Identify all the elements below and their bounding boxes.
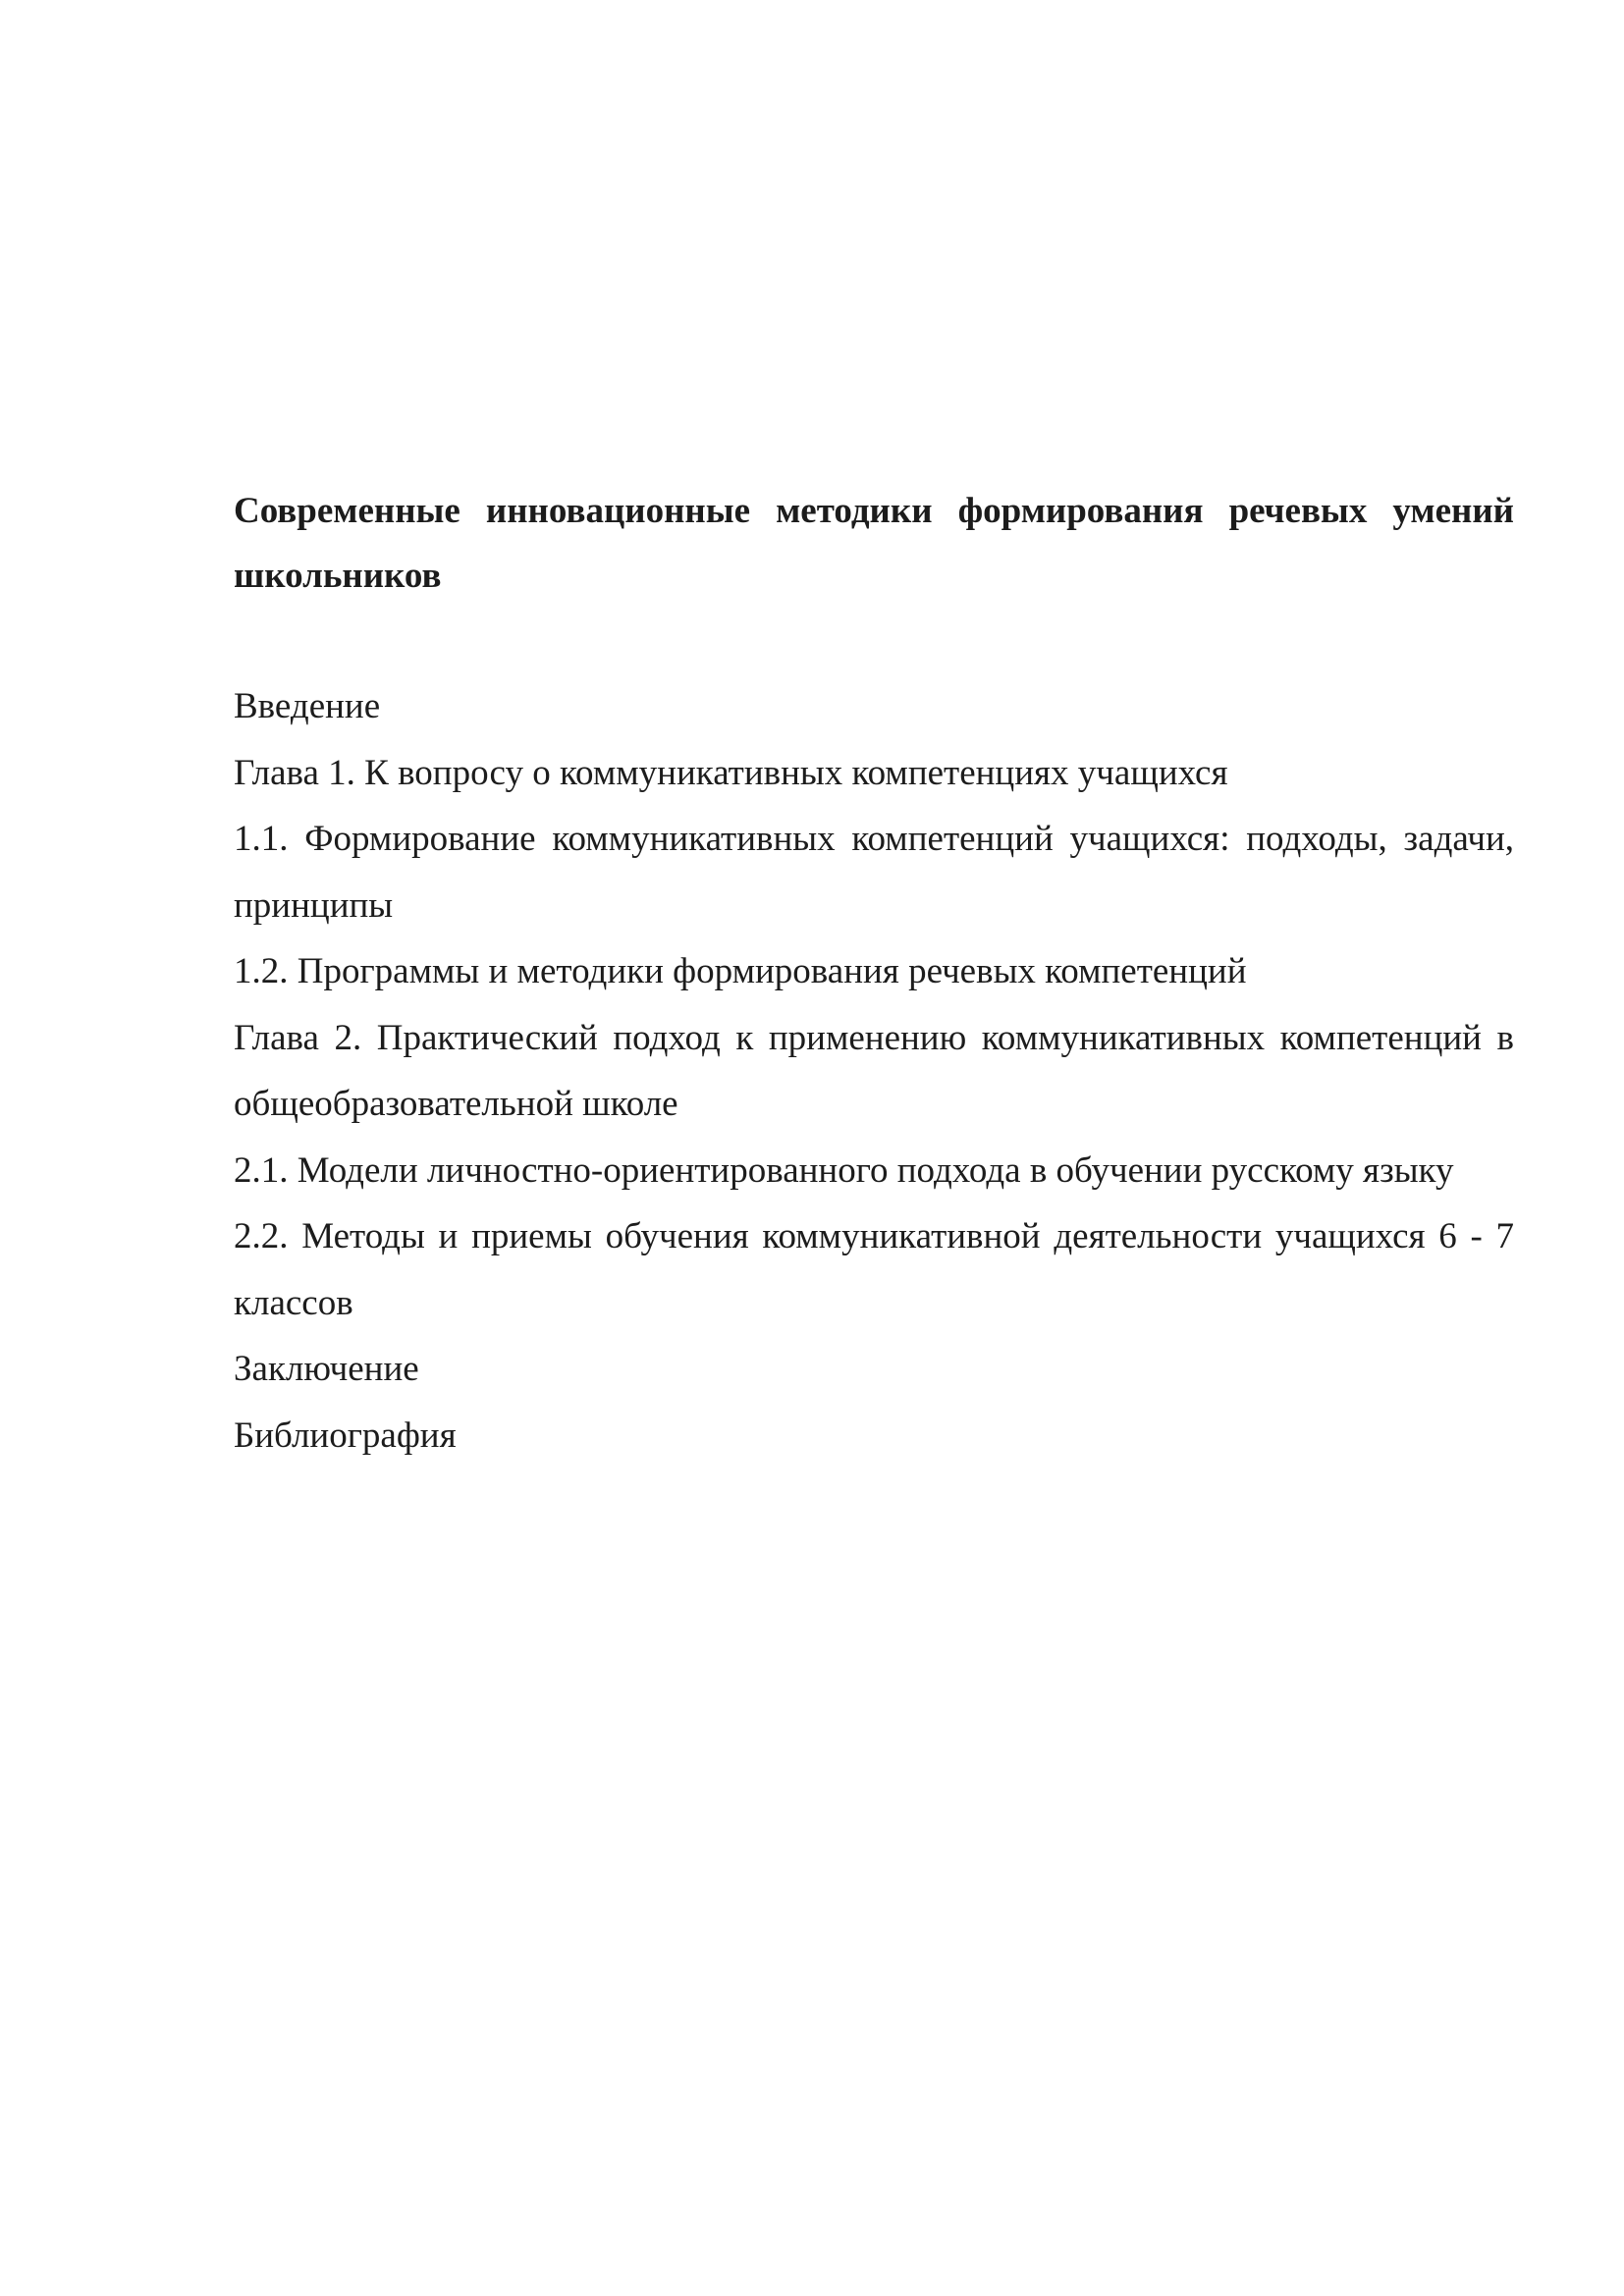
toc-item-section-1-1: 1.1. Формирование коммуникативных компетенций учащихся: подходы, задачи, принципы — [234, 819, 1514, 926]
toc-item-conclusion: Заключение — [234, 1349, 419, 1389]
toc-item-section-1-2: 1.2. Программы и методики формирования речевых компетенций — [234, 951, 1247, 991]
toc-item-chapter-2: Глава 2. Практический подход к применению коммуникативных компетенций в общеобразовательной школе — [234, 1017, 1514, 1124]
toc-item-chapter-1: Глава 1. К вопросу о коммуникативных компетенциях учащихся — [234, 752, 1228, 793]
table-of-contents — [234, 673, 1514, 1468]
document-title: Современные инновационные методики формирования речевых умений школьников — [234, 491, 1514, 596]
toc-item-introduction: Введение — [234, 686, 381, 726]
toc-item-section-2-1: 2.1. Модели личностно-ориентированного подхода в обучении русскому языку — [234, 1149, 1454, 1191]
toc-item-bibliography: Библиография — [234, 1415, 457, 1456]
toc-item-section-2-2: 2.2. Методы и приемы обучения коммуникативной деятельности учащихся 6 - 7 классов — [234, 1216, 1514, 1323]
document-page — [234, 479, 1514, 1468]
